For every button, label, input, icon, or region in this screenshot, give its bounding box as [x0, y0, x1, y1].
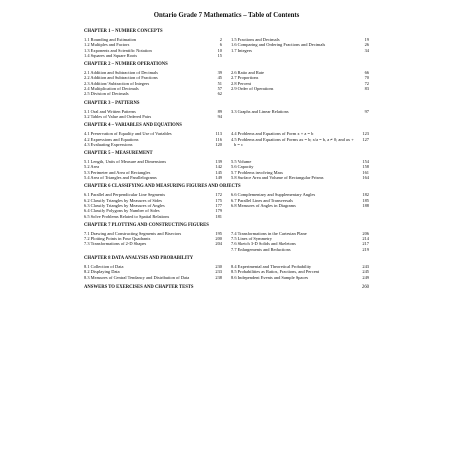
toc-entry-label: 7.1 Drawing and Constructing Segments and Bisectors	[84, 230, 182, 236]
toc-entry-label: 6.7 Parallel Lines and Transversals	[231, 197, 293, 203]
chapter-column-left	[84, 109, 222, 120]
toc-entry-page: 217	[362, 241, 369, 247]
toc-entry-label: 7.5 Lines of Symmetry	[231, 236, 272, 242]
chapter-column-left	[84, 37, 222, 58]
toc-entry-page: 188	[362, 202, 369, 208]
toc-entry-page: 10	[217, 47, 222, 53]
chapter-section	[84, 29, 369, 58]
toc-entry	[84, 275, 222, 280]
toc-entry-label: 6.2 Classify Triangles by Measures of Sides	[84, 197, 163, 203]
toc-entry-label: 5.8 Surface Area and Volume of Rectangular Prisms	[231, 175, 324, 181]
chapter-heading: CHAPTER 3 – PATTERNS	[84, 100, 140, 106]
toc-entry-label: 2.6 Ratio and Rate	[231, 70, 265, 76]
toc-entry-page: 62	[217, 91, 222, 97]
toc-entry-label: 5.4 Area of Triangles and Parallelograms	[84, 175, 157, 181]
toc-entry-page: 182	[362, 192, 369, 198]
toc-entry-label: 8.3 Measures of Central Tendancy and Distribution of Data	[84, 274, 190, 280]
chapter-columns	[84, 231, 369, 252]
toc-entry-label: 5.6 Capacity	[231, 164, 254, 170]
toc-entry-page: 154	[362, 159, 369, 165]
chapter-heading: CHAPTER 1 – NUMBER CONCEPTS	[84, 29, 163, 34]
toc-entry	[84, 241, 222, 246]
chapter-column-right	[231, 37, 369, 58]
toc-entry-page: 94	[217, 113, 222, 119]
chapter-column-right	[231, 192, 369, 218]
toc-entry-page: 19	[364, 37, 369, 42]
toc-entry-label: 2.2 Addition and Subtraction of Fractions	[84, 75, 158, 81]
toc-entry-page: 127	[362, 136, 369, 142]
toc-entry-label: 2.9 Order of Operations	[231, 86, 274, 92]
toc-entry-label: 4.3 Evaluating Expressions	[84, 141, 133, 147]
toc-entry-label: 7.4 Transformations in the Cartesian Plane	[231, 230, 307, 236]
toc-entry-page: 51	[217, 80, 222, 86]
toc-entry-page: 83	[364, 86, 369, 92]
toc-entry-label: 8.2 Displaying Data	[84, 269, 120, 275]
toc-entry-page: 57	[217, 86, 222, 92]
chapter-column-right	[231, 231, 369, 252]
toc-entry-label: 7.2 Plotting Points in Four Quadrants	[84, 236, 151, 242]
chapter-section	[84, 101, 369, 120]
toc-entry-page: 185	[362, 197, 369, 203]
toc-entry-label: 2.5 Division of Decimals	[84, 91, 129, 97]
toc-entry-page: 204	[215, 241, 222, 247]
toc-entry-label: 5.7 Problems involving Mass	[231, 169, 284, 175]
toc-entry-page: 39	[217, 70, 222, 76]
chapter-column-right	[231, 109, 369, 120]
chapter-heading: CHAPTER 4 – VARIABLES AND EQUATIONS	[84, 123, 182, 129]
toc-entry-page: 206	[362, 230, 369, 236]
chapter-columns	[84, 192, 369, 218]
toc-entry-label: 7.6 Sketch 3-D Solids and Skeletons	[231, 241, 296, 247]
toc-entry	[84, 214, 222, 219]
toc-entry-label: 4.4 Problems and Equations of Form x + a = b	[231, 131, 314, 137]
toc-entry-label: 6.1 Parallel and Perpendicular Line Segments	[84, 192, 166, 198]
toc-entry	[231, 175, 369, 180]
chapter-columns	[84, 70, 369, 96]
toc-entry	[84, 175, 222, 180]
chapter-column-left	[84, 231, 222, 252]
toc-entry-label: 6.5 Solve Problems Related to Spatial Relations	[84, 213, 170, 219]
chapter-section	[84, 151, 369, 180]
toc-entry-label: 3.1 Oral and Written Patterns	[84, 108, 136, 114]
toc-entry-page: 45	[217, 75, 222, 81]
toc-entry-label: 1.6 Comparing and Ordering Fractions and Decimals	[231, 42, 326, 48]
toc-entry-label: 1.1 Rounding and Estimation	[84, 37, 137, 42]
toc-entry-page: 172	[215, 192, 222, 198]
toc-entry-page: 149	[215, 175, 222, 181]
toc-entry-label: 3.3 Graphs and Linear Relations	[231, 108, 289, 114]
chapter-section	[84, 123, 369, 147]
toc-entry-page: 70	[364, 75, 369, 81]
toc-entry-page: 233	[215, 269, 222, 275]
toc-entry-page: 97	[364, 108, 369, 114]
chapter-heading: CHAPTER 5 – MEASUREMENT	[84, 151, 153, 157]
chapter-column-right	[231, 70, 369, 96]
toc-entry-label: 8.4 Experimental and Theoretical Probability	[231, 264, 312, 270]
toc-entry-label: 1.4 Squares and Square Roots	[84, 52, 138, 58]
toc-entry	[84, 142, 222, 147]
chapter-heading: CHAPTER 2 – NUMBER OPERATIONS	[84, 62, 168, 68]
toc-entry-page: 123	[362, 131, 369, 137]
toc-entry-label: 1.2 Multiples and Factors	[84, 42, 130, 48]
table-of-contents-page	[84, 12, 369, 291]
toc-entry-label: 6.4 Classify Polygons by Number of Sides	[84, 208, 160, 214]
toc-entry-page: 214	[362, 236, 369, 242]
toc-entry-label: 3.2 Tables of Value and Ordered Pairs	[84, 113, 152, 119]
toc-entry-page: 139	[215, 159, 222, 165]
chapter-columns	[84, 264, 369, 280]
chapter-columns	[84, 37, 369, 58]
toc-entry-page: 243	[362, 264, 369, 270]
toc-entry-label: 5.1 Length, Units of Measure and Dimensions	[84, 159, 167, 165]
chapter-columns	[84, 159, 369, 180]
toc-entry	[231, 48, 369, 53]
toc-entry-page: 245	[362, 269, 369, 275]
toc-entry-label: 5.2 Area	[84, 164, 100, 170]
toc-entry-label: 8.5 Probabilities as Ratios, Fractions, and Percent	[231, 269, 320, 275]
toc-entry-page: 161	[362, 169, 369, 175]
toc-entry-label: 1.3 Exponents and Scientific Notation	[84, 47, 152, 53]
chapter-section	[84, 62, 369, 96]
answers-page: 260	[361, 284, 369, 290]
answers-entry	[84, 285, 369, 291]
chapter-section	[84, 184, 369, 218]
toc-entry-page: 238	[215, 274, 222, 280]
chapter-column-right	[231, 264, 369, 280]
toc-entry-page: 142	[215, 164, 222, 170]
toc-entry-page: 26	[364, 42, 369, 48]
toc-entry-page: 89	[217, 108, 222, 114]
toc-entry-page: 158	[362, 164, 369, 170]
chapter-columns	[84, 109, 369, 120]
toc-entry	[231, 275, 369, 280]
toc-entry-page: 181	[215, 213, 222, 219]
toc-entry	[231, 109, 369, 114]
toc-entry-label: 8.6 Independent Events and Sample Spaces	[231, 274, 309, 280]
toc-entry-label: 2.7 Proportions	[231, 75, 259, 81]
toc-entry-label: 4.1 Preservation of Equality and Use of Variables	[84, 131, 172, 137]
toc-entry	[231, 247, 369, 252]
chapter-section	[84, 223, 369, 252]
toc-entry-page: 179	[215, 208, 222, 214]
toc-entry-page: 120	[215, 141, 222, 147]
chapter-heading: CHAPTER 7 PLOTTING AND CONSTRUCTING FIGURES	[84, 222, 209, 228]
toc-entry-page: 6	[219, 42, 222, 48]
toc-entry-label: 2.8 Percent	[231, 80, 251, 86]
toc-entry-page: 230	[215, 264, 222, 270]
toc-entry-page: 177	[215, 202, 222, 208]
toc-entry-label: 5.3 Perimeter and Area of Rectangles	[84, 169, 151, 175]
toc-entry-label: 2.3 Addition/ Subtraction of Integers	[84, 80, 150, 86]
toc-entry-page: 195	[215, 230, 222, 236]
toc-entry-page: 34	[364, 47, 369, 53]
chapter-columns	[84, 131, 369, 147]
chapter-column-left	[84, 159, 222, 180]
toc-entry-page: 72	[364, 80, 369, 86]
toc-entry-page: 249	[362, 274, 369, 280]
toc-entry-label: 6.8 Measures of Angles in Diagrams	[231, 202, 296, 208]
toc-entry	[84, 91, 222, 96]
toc-entry-page: 2	[219, 37, 222, 42]
toc-entry-label: 5.5 Volume	[231, 159, 252, 165]
chapter-column-left	[84, 264, 222, 280]
toc-entry	[231, 203, 369, 208]
toc-entry-label: 6.6 Complementary and Supplementary Angles	[231, 192, 316, 198]
toc-entry-label: 4.5 Problems and Equations of Forms ax = b; x/a = b, a ≠ 0; and ax + b = c	[231, 136, 354, 147]
toc-entry-label: 4.2 Expressions and Equations	[84, 136, 139, 142]
toc-entry	[231, 86, 369, 91]
toc-entry-page: 175	[215, 197, 222, 203]
chapter-heading: CHAPTER 6 CLASSIFYING AND MEASURING FIGURES AND OBJECTS	[84, 184, 241, 190]
chapter-heading: CHAPTER 8 DATA ANALYSIS AND PROBABILITY	[84, 256, 194, 262]
toc-entry-label: 2.1 Addition and Subtraction of Decimals	[84, 70, 158, 76]
toc-entry-label: 7.3 Transformations of 2-D Shapes	[84, 241, 147, 247]
toc-entry-page: 66	[364, 70, 369, 76]
toc-entry-page: 113	[215, 131, 222, 137]
toc-entry-page: 164	[362, 175, 369, 181]
toc-entry-label: 6.3 Classify Triangles by Measures of Angles	[84, 202, 165, 208]
chapter-section	[84, 256, 369, 280]
chapter-column-right	[231, 131, 369, 147]
document-title: Ontario Grade 7 Mathematics – Table of Contents	[153, 12, 300, 19]
chapter-list	[84, 29, 369, 280]
toc-entry-page: 219	[362, 246, 369, 252]
toc-entry-label: 2.4 Multiplication of Decimals	[84, 86, 139, 92]
toc-entry-label: 8.1 Collection of Data	[84, 264, 124, 270]
toc-entry-page: 116	[215, 136, 222, 142]
toc-entry	[231, 137, 369, 148]
toc-entry	[84, 53, 222, 58]
chapter-column-left	[84, 192, 222, 218]
toc-entry-page: 145	[215, 169, 222, 175]
toc-entry-label: 7.7 Enlargements and Reductions	[231, 246, 291, 252]
toc-entry	[84, 114, 222, 119]
toc-entry-page: 15	[217, 52, 222, 58]
answers-label: ANSWERS TO EXERCISES AND CHAPTER TESTS	[84, 284, 194, 290]
toc-entry-page: 200	[215, 236, 222, 242]
chapter-column-left	[84, 70, 222, 96]
chapter-column-right	[231, 159, 369, 180]
chapter-column-left	[84, 131, 222, 147]
toc-entry-label: 1.7 Integers	[231, 47, 252, 53]
toc-entry-label: 1.5 Fractions and Decimals	[231, 37, 280, 42]
